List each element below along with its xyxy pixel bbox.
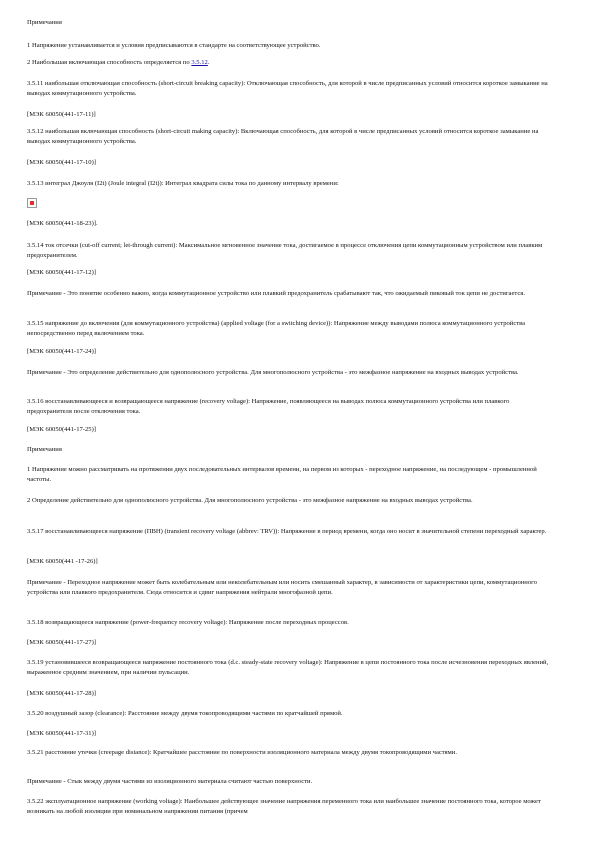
paragraph: [27, 289, 555, 299]
clause-link[interactable]: 3.5.12: [191, 59, 208, 66]
paragraph-text: 3.5.22 эксплуатационное напряжение (working voltage): Наибольшее действующее значение напряжения переменного тока или наибольшее значение постоянного тока, которое может возникать на любой изоляции при номинальном напряжении питания (причем: [27, 798, 541, 815]
paragraph: [27, 41, 555, 51]
paragraph: [27, 465, 555, 485]
paragraph: [27, 638, 555, 648]
paragraph: [27, 797, 555, 817]
paragraph-text: 1 Напряжение устанавливается и условия предписываются в стандарте на соответствующее устройство.: [27, 42, 321, 49]
paragraph-text-tail: .: [207, 59, 210, 66]
paragraph-text: [МЭК 60050(441-17-31)]: [27, 730, 96, 737]
paragraph-text: Примечания: [27, 19, 62, 26]
paragraph: [27, 496, 555, 506]
paragraph-text: [МЭК 60050(441-17-11)]: [27, 111, 96, 118]
paragraph-text: 3.5.18 возвращающееся напряжение (power-frequency recovery voltage): Напряжение после переходных процессов.: [27, 619, 349, 626]
paragraph: [27, 127, 555, 147]
paragraph-text: 3.5.12 наибольшая включающая способность (short-circuit making capacity): Включающая способность, для которой в числе предписанных условий относится короткое замыкание на выводах коммутационного устройства.: [27, 128, 539, 145]
paragraph-text: 3.5.21 расстояние утечки (creepage distance): Кратчайшее расстояние по поверхности изоляционного материала между двумя токопроводящими частями.: [27, 749, 457, 756]
paragraph: [27, 18, 555, 28]
paragraph-text: 3.5.13 интеграл Джоуля (I2t) (Joule integral (I2t)): Интеграл квадрата силы тока по данному интервалу времени:: [27, 180, 339, 187]
paragraph-text: 3.5.20 воздушный зазор (clearance): Расстояние между двумя токопроводящими частями по кратчайшей прямой.: [27, 710, 343, 717]
paragraph-text: 3.5.14 ток отсечки (cut-off current; let-through current): Максимальное мгновенное значение тока, достигаемое в процессе отключения цепи коммутационным устройством или плавким предохранителем.: [27, 242, 543, 259]
paragraph-text: [МЭК 60050(441-17-12)]: [27, 269, 96, 276]
paragraph-text: 3.5.16 восстанавливающееся и возвращающееся напряжение (recovery voltage): Напряжение, появляющееся на выводах полюса коммутационного устройства или плавкого предохранителя после отключения тока.: [27, 398, 510, 415]
paragraph: [27, 618, 555, 628]
paragraph: [27, 368, 555, 378]
paragraph: [27, 709, 555, 719]
paragraph: [27, 347, 555, 357]
paragraph-text: 3.5.15 напряжение до включения (для коммутационного устройства) (applied voltage (for a switching device)): Напряжение между выводами полюса коммутационного устройства непосредственно перед включением тока.: [27, 320, 526, 337]
paragraph: [27, 179, 555, 189]
paragraph-text: Примечание - Это понятие особенно важно, когда коммутационное устройство или плавкий предохранитель срабатывают так, что ожидаемый пиковый ток цепи не достигается.: [27, 290, 525, 297]
paragraph-text: 2 Определение действительно для однополюсного устройства. Для многополюсного устройства - это межфазное напряжение на входных выводах устройства.: [27, 497, 473, 504]
paragraph: [27, 397, 555, 417]
paragraph-text: 3.5.19 установившееся возвращающееся напряжение постоянного тока (d.c. steady-state recovery voltage): Напряжение в цепи постоянного тока после исчезновения переходных явлений, выраженное средним значением, при наличии пульсации.: [27, 659, 549, 676]
paragraph: [27, 58, 555, 68]
paragraph: [27, 557, 555, 567]
paragraph: [27, 268, 555, 278]
paragraph: [27, 241, 555, 261]
paragraph-text: [МЭК 60050(441-17-10)]: [27, 159, 96, 166]
paragraph-text: Примечания: [27, 446, 62, 453]
paragraph-text: Примечание - Это определение действительно для однополюсного устройства. Для многополюсного устройства - это межфазное напряжение на входных выводах устройства.: [27, 369, 519, 376]
paragraph: [27, 578, 555, 598]
paragraph-text: 3.5.17 восстанавливающееся напряжение (ПВН) (transient recovery voltage (abbrev: TRV)): Напряжение в период времени, когда оно носит в значительной степени переходный характер.: [27, 528, 547, 535]
paragraph: [27, 110, 555, 120]
paragraph: [27, 527, 555, 537]
paragraph: [27, 748, 555, 758]
paragraph: [27, 219, 555, 229]
paragraph-text: Примечание - Переходное напряжение может быть колебательным или неколебательным или носить смешанный характер, в зависимости от характеристики цепи, коммутационного устройства или плавкого предохранителя. Сюда относится и сдвиг напряжения нейтрали многофазной цепи.: [27, 579, 537, 596]
paragraph-text: 2 Наибольшая включающая способность определяется по: [27, 59, 192, 66]
paragraph: [27, 79, 555, 99]
broken-image-icon: [27, 198, 37, 208]
paragraph: [27, 689, 555, 699]
paragraph-text: [МЭК 60050(441 -17-26)]: [27, 558, 98, 565]
paragraph: [27, 777, 555, 787]
paragraph-text: Примечание - Стык между двумя частями из изоляционного материала считают частью поверхности.: [27, 778, 313, 785]
paragraph: [27, 425, 555, 435]
paragraph-text: 3.5.11 наибольшая отключающая способность (short-circuit breaking capacity): Отключающая способность, для которой в числе предписанных условий относится короткое замыкание на выводах коммутационного устройства.: [27, 80, 548, 97]
paragraph-text: [МЭК 60050(441-18-23)].: [27, 220, 98, 227]
paragraph: [27, 658, 555, 678]
paragraph-text: 1 Напряжение можно рассматривать на протяжении двух последовательных интервалов времени, на первом из которых - переходное напряжение, на последующем - промышленной частоты.: [27, 466, 537, 483]
paragraph-text: [МЭК 60050(441-17-27)]: [27, 639, 96, 646]
paragraph: [27, 158, 555, 168]
paragraph: [27, 445, 555, 455]
paragraph-text: [МЭК 60050(441-17-28)]: [27, 690, 96, 697]
paragraph: [27, 319, 555, 339]
paragraph: [27, 729, 555, 739]
paragraph-text: [МЭК 60050(441-17-25)]: [27, 426, 96, 433]
paragraph-text: [МЭК 60050(441-17-24)]: [27, 348, 96, 355]
